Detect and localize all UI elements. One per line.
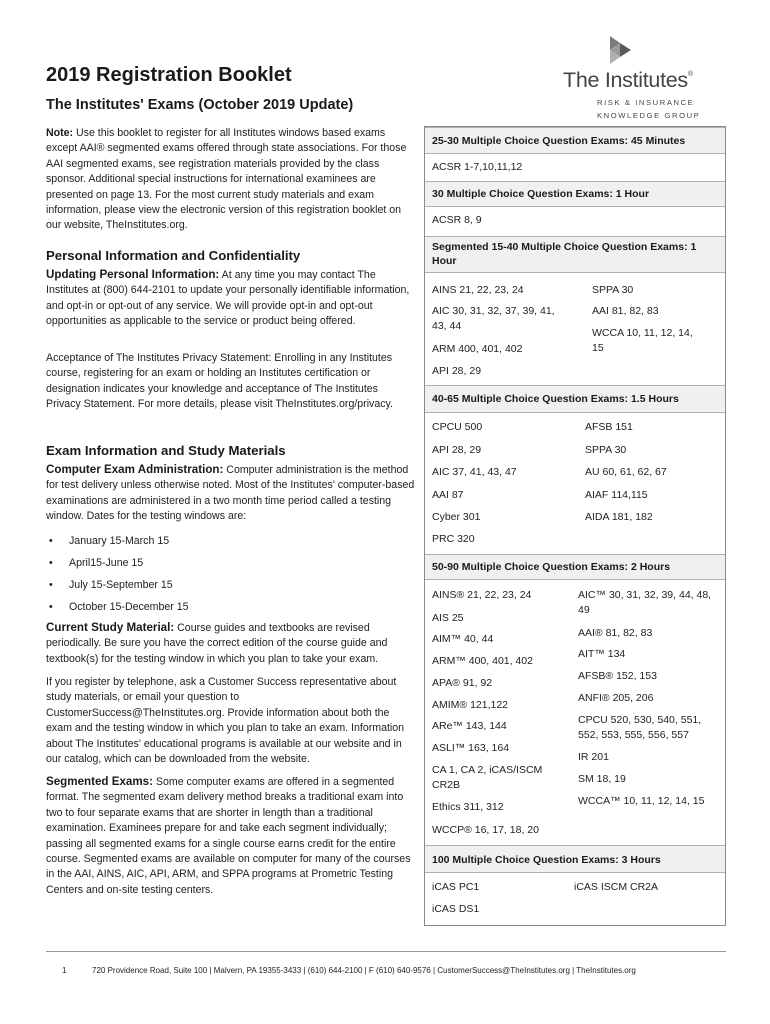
table-cell: WCCA 10, 11, 12, 14, 15 bbox=[592, 327, 693, 354]
computer-admin-paragraph bbox=[46, 462, 415, 525]
table-cell: API 28, 29 bbox=[432, 365, 482, 377]
segmented-label: Segmented Exams: bbox=[46, 775, 153, 788]
table-cell: ANFI® 205, 206 bbox=[578, 692, 654, 704]
table-cell: WCCA™ 10, 11, 12, 14, 15 bbox=[578, 795, 705, 807]
telephone-paragraph bbox=[46, 675, 415, 767]
segmented-paragraph bbox=[46, 774, 415, 898]
table-cell: AIDA 181, 182 bbox=[585, 511, 653, 523]
logo-tagline-2: KNOWLEDGE GROUP bbox=[597, 111, 701, 120]
table-cell: CPCU 500 bbox=[432, 421, 483, 433]
footer-divider bbox=[46, 951, 726, 952]
table-cell: AFSB 151 bbox=[585, 421, 633, 433]
table-cell: iCAS DS1 bbox=[432, 903, 480, 915]
table-cell: AINS® 21, 22, 23, 24 bbox=[432, 589, 532, 601]
current-study-text: Course guides and textbooks are revised periodically. Be sure you have the correct edition of the course guide and textbook(s) for the testing window in which you plan to take your exam. bbox=[46, 622, 388, 665]
table-cell: AU 60, 61, 62, 67 bbox=[585, 466, 667, 478]
table-cell: ASLI™ 163, 164 bbox=[432, 742, 510, 754]
table-cell: AIS 25 bbox=[432, 612, 464, 624]
section-heading-2-hours: 50-90 Multiple Choice Question Exams: 2 Hours bbox=[425, 554, 725, 580]
table-cell: AMIM® 121,122 bbox=[432, 699, 509, 711]
table-cell: SPPA 30 bbox=[585, 444, 627, 456]
table-cell: ARM 400, 401, 402 bbox=[432, 343, 523, 355]
privacy-text: Acceptance of The Institutes Privacy Statement: Enrolling in any Institutes course, registering for an exam or holding an Institutes certification or designation indicates your knowledge and acceptance of The Institutes Privacy Statement. For more details, please visit TheInstitutes.org/privacy. bbox=[46, 352, 393, 411]
note-text: Use this booklet to register for all Institutes windows based exams except AAI® segmented exams offered through state associations. For those AAI segmented exams, see registration materials provided by the class sponsor. Additional special instructions for international examinees are presented on page 13. For the most current study materials and exam information, please view the electronic version of this registration booklet on our website, TheInstitutes.org. bbox=[46, 127, 407, 232]
segmented-text: Some computer exams are offered in a segmented format. The segmented exam delivery method breaks a traditional exam into two to four separate exams that are shorter in length than a traditional examination. Examinees prepare for and take each segment individually; passing all segmented exams for a single course earns credit for the entire course. Segmented exams are available on computer for many of the courses in the AAI, AINS, AIC, API, ARM, and SPPA programs at Prometric Testing Centers and on-site testing centers. bbox=[46, 776, 411, 896]
table-cell: Cyber 301 bbox=[432, 511, 481, 523]
personal-info-heading: Personal Information and Confidentiality bbox=[46, 248, 301, 263]
table-cell: ARe™ 143, 144 bbox=[432, 720, 507, 732]
current-study-label: Current Study Material: bbox=[46, 621, 175, 634]
computer-admin-text: Computer administration is the method for test delivery unless otherwise noted. Most of the Institutes' computer-based examinations are administered in a two month time period called a testing window. Dates for the testing windows are: bbox=[46, 464, 415, 523]
exam-duration-table bbox=[424, 126, 726, 926]
exam-info-heading: Exam Information and Study Materials bbox=[46, 443, 286, 458]
updating-label: Updating Personal Information: bbox=[46, 268, 220, 281]
section-heading-1-hour: 30 Multiple Choice Question Exams: 1 Hour bbox=[425, 181, 725, 207]
table-cell: AFSB® 152, 153 bbox=[578, 670, 657, 682]
table-cell: WCCP® 16, 17, 18, 20 bbox=[432, 824, 539, 836]
table-cell: AIC 30, 31, 32, 37, 39, 41, 43, 44 bbox=[432, 305, 555, 332]
table-cell: AIAF 114,115 bbox=[585, 489, 648, 501]
privacy-paragraph bbox=[46, 351, 415, 413]
table-cell: API 28, 29 bbox=[432, 444, 482, 456]
footer-address: 720 Providence Road, Suite 100 | Malvern, PA 19355-3433 | (610) 644-2100 | F (610) 640-9576 | CustomerSuccess@TheInstitutes.org | TheInstitutes.org bbox=[92, 966, 636, 975]
note-label: Note: bbox=[46, 127, 74, 139]
table-cell: CA 1, CA 2, iCAS/ISCM CR2B bbox=[432, 764, 543, 791]
table-cell: AAI 87 bbox=[432, 489, 464, 501]
table-cell: AINS 21, 22, 23, 24 bbox=[432, 284, 524, 296]
section-heading-segmented: Segmented 15-40 Multiple Choice Question Exams: 1 Hour bbox=[425, 236, 725, 273]
table-cell: ACSR 1-7,10,11,12 bbox=[432, 161, 523, 173]
institutes-logo bbox=[563, 36, 733, 126]
table-cell: IR 201 bbox=[578, 751, 609, 763]
list-item: • January 15-March 15 bbox=[46, 534, 415, 556]
table-cell: iCAS ISCM CR2A bbox=[574, 881, 659, 893]
computer-admin-label: Computer Exam Administration: bbox=[46, 463, 224, 476]
table-cell: APA® 91, 92 bbox=[432, 677, 493, 689]
table-cell: AAI® 81, 82, 83 bbox=[578, 627, 653, 639]
table-cell: AAI 81, 82, 83 bbox=[592, 305, 659, 317]
page-subtitle: The Institutes' Exams (October 2019 Update) bbox=[46, 97, 354, 113]
updating-paragraph bbox=[46, 267, 415, 330]
table-cell: SM 18, 19 bbox=[578, 773, 626, 785]
list-item: • October 15-December 15 bbox=[46, 600, 415, 622]
table-cell: PRC 320 bbox=[432, 533, 475, 545]
table-cell: AIC 37, 41, 43, 47 bbox=[432, 466, 517, 478]
section-heading-45-minutes: 25-30 Multiple Choice Question Exams: 45 Minutes bbox=[425, 127, 725, 154]
table-cell: CPCU 520, 530, 540, 551, 552, 553, 555, 556, 557 bbox=[578, 714, 702, 741]
table-cell: AIT™ 134 bbox=[578, 648, 626, 660]
list-item: • July 15-September 15 bbox=[46, 578, 415, 600]
note-paragraph bbox=[46, 126, 415, 234]
updating-text: At any time you may contact The Institutes at (800) 644-2101 to update your personally identifiable information, and opt-in or opt-out of any service. We will provide opt-in and opt-out opportunities as applicable to the service or product being offered. bbox=[46, 269, 410, 328]
logo-tagline-1: RISK & INSURANCE bbox=[597, 98, 695, 107]
table-cell: AIM™ 40, 44 bbox=[432, 633, 494, 645]
telephone-text: If you register by telephone, ask a Customer Success representative about study materials, or email your question to CustomerSuccess@TheInstitutes.org. Provide information about both the exam and the testing window in which you plan to take an exam. Information about The Institutes' educational programs is available at our website and in our catalog, which can be downloaded from the website. bbox=[46, 676, 405, 766]
institutes-logo-mark-icon bbox=[607, 36, 633, 66]
page-number: 1 bbox=[62, 966, 67, 975]
table-cell: AIC™ 30, 31, 32, 39, 44, 48, 49 bbox=[578, 589, 712, 616]
logo-wordmark: The Institutes® bbox=[563, 68, 693, 92]
current-study-paragraph bbox=[46, 620, 415, 667]
page-title: 2019 Registration Booklet bbox=[46, 64, 292, 86]
testing-windows-list bbox=[46, 534, 415, 622]
table-cell: Ethics 311, 312 bbox=[432, 801, 504, 813]
section-heading-3-hours: 100 Multiple Choice Question Exams: 3 Hours bbox=[425, 845, 725, 873]
table-cell: ACSR 8, 9 bbox=[432, 214, 482, 226]
section-heading-1-5-hours: 40-65 Multiple Choice Question Exams: 1.5 Hours bbox=[425, 385, 725, 413]
table-cell: ARM™ 400, 401, 402 bbox=[432, 655, 533, 667]
table-cell: iCAS PC1 bbox=[432, 881, 480, 893]
list-item: • April15-June 15 bbox=[46, 556, 415, 578]
table-cell: SPPA 30 bbox=[592, 284, 634, 296]
